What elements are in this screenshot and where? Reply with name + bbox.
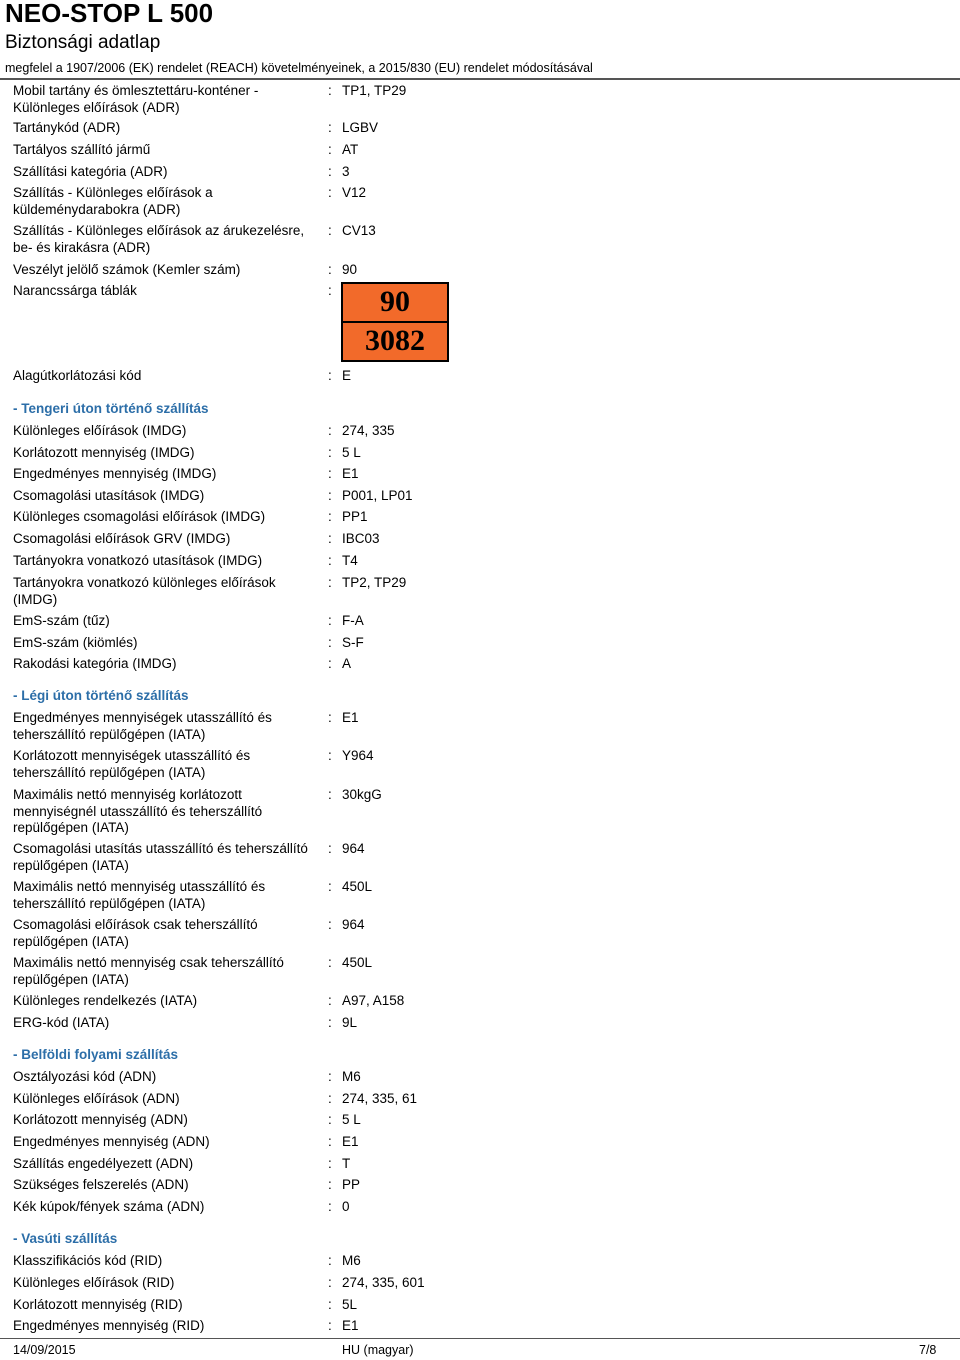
field-label: Csomagolási előírások csak teherszállító repülőgépen (IATA) <box>13 917 258 949</box>
field-separator: : <box>328 1134 332 1149</box>
field-separator: : <box>328 1091 332 1106</box>
field-label: Szállítási kategória (ADR) <box>13 164 168 179</box>
field-label: Csomagolási utasítások (IMDG) <box>13 488 205 503</box>
field-value: 5L <box>342 1297 358 1312</box>
footer-divider <box>0 1338 960 1339</box>
field-separator: : <box>328 748 332 763</box>
field-label: Csomagolási előírások GRV (IMDG) <box>13 531 231 546</box>
field-separator: : <box>328 1112 332 1127</box>
field-value: 964 <box>342 917 365 932</box>
field-value: 90 <box>342 262 358 277</box>
field-label: Különleges előírások (IMDG) <box>13 423 187 438</box>
field-label: Korlátozott mennyiség (ADN) <box>13 1112 188 1127</box>
field-separator: : <box>328 1069 332 1084</box>
field-value: 30kgG <box>342 787 382 802</box>
field-separator: : <box>328 917 332 932</box>
field-label: Rakodási kategória (IMDG) <box>13 656 177 671</box>
field-value: TP1, TP29 <box>342 83 407 98</box>
field-value: E <box>342 368 352 383</box>
document-header <box>5 0 593 76</box>
field-value: S-F <box>342 635 364 650</box>
field-label: Szállítás - Különleges előírások az árukezelésre, be- és kirakásra (ADR) <box>13 223 305 255</box>
field-label: Korlátozott mennyiségek utasszállító és teherszállító repülőgépen (IATA) <box>13 748 251 780</box>
header-divider <box>0 78 960 80</box>
field-separator: : <box>328 1297 332 1312</box>
field-label: Maximális nettó mennyiség utasszállító és teherszállító repülőgépen (IATA) <box>13 879 266 911</box>
field-label: Szállítás - Különleges előírások a küldeménydarabokra (ADR) <box>13 185 213 217</box>
field-separator: : <box>328 1015 332 1030</box>
field-value: A <box>342 656 352 671</box>
field-label: Engedményes mennyiségek utasszállító és teherszállító repülőgépen (IATA) <box>13 710 272 742</box>
footer-language: HU (magyar) <box>342 1343 414 1357</box>
field-value: LGBV <box>342 120 379 135</box>
field-separator: : <box>328 553 332 568</box>
field-value: P001, LP01 <box>342 488 413 503</box>
field-separator: : <box>328 1275 332 1290</box>
hazard-number: 90 <box>380 285 410 318</box>
field-label: Osztályozási kód (ADN) <box>13 1069 157 1084</box>
field-separator: : <box>328 575 332 590</box>
field-label: Mobil tartány és ömlesztettáru-konténer - Különleges előírások (ADR) <box>13 83 259 115</box>
footer-page-number: 7/8 <box>919 1343 937 1357</box>
field-label: Tartányokra vonatkozó különleges előírások (IMDG) <box>13 575 276 607</box>
field-value: CV13 <box>342 223 376 238</box>
field-label: Különleges előírások (RID) <box>13 1275 175 1290</box>
field-value: 0 <box>342 1199 350 1214</box>
field-separator: : <box>328 445 332 460</box>
field-label: Különleges előírások (ADN) <box>13 1091 180 1106</box>
field-label: Szállítás engedélyezett (ADN) <box>13 1156 194 1171</box>
field-separator: : <box>328 635 332 650</box>
field-label: EmS-szám (tűz) <box>13 613 110 628</box>
field-separator: : <box>328 531 332 546</box>
product-title: NEO-STOP L 500 <box>5 0 214 28</box>
field-value: TP2, TP29 <box>342 575 407 590</box>
field-separator: : <box>328 223 332 238</box>
orange-hazard-plate <box>341 282 449 362</box>
field-label: Klasszifikációs kód (RID) <box>13 1253 163 1268</box>
field-label: Engedményes mennyiség (ADN) <box>13 1134 210 1149</box>
field-separator: : <box>328 1318 332 1333</box>
field-value: M6 <box>342 1069 361 1084</box>
field-separator: : <box>328 509 332 524</box>
field-separator: : <box>328 656 332 671</box>
field-separator: : <box>328 993 332 1008</box>
field-separator: : <box>328 1199 332 1214</box>
field-value: 5 L <box>342 445 361 460</box>
regulation-line: megfelel a 1907/2006 (EK) rendelet (REACH) követelményeinek, a 2015/830 (EU) rendelet módosításával <box>5 61 593 75</box>
field-label: Szükséges felszerelés (ADN) <box>13 1177 189 1192</box>
field-value: T <box>342 1156 351 1171</box>
field-separator: : <box>328 1177 332 1192</box>
field-value: T4 <box>342 553 358 568</box>
field-value: IBC03 <box>342 531 380 546</box>
field-label: Tartályos szállító jármű <box>13 142 151 157</box>
field-separator: : <box>328 142 332 157</box>
field-label: Alagútkorlátozási kód <box>13 368 142 383</box>
footer-date: 14/09/2015 <box>13 1343 76 1357</box>
field-label: Maximális nettó mennyiség korlátozott mennyiségnél utasszállító és teherszállító repülőgépen (IATA) <box>13 787 263 835</box>
field-value: 964 <box>342 841 365 856</box>
field-value: PP <box>342 1177 361 1192</box>
field-value: F-A <box>342 613 364 628</box>
field-label: Narancssárga táblák <box>13 283 137 298</box>
field-separator: : <box>328 262 332 277</box>
field-value: E1 <box>342 1134 359 1149</box>
field-value: 274, 335 <box>342 423 395 438</box>
field-separator: : <box>328 423 332 438</box>
field-separator: : <box>328 787 332 802</box>
field-value: PP1 <box>342 509 368 524</box>
field-value: 274, 335, 601 <box>342 1275 425 1290</box>
field-separator: : <box>328 1253 332 1268</box>
field-label: Különleges csomagolási előírások (IMDG) <box>13 509 266 524</box>
field-value: E1 <box>342 466 359 481</box>
field-separator: : <box>328 185 332 200</box>
field-value: E1 <box>342 1318 359 1333</box>
section-heading-imdg: - Tengeri úton történő szállítás <box>13 401 209 416</box>
field-separator: : <box>328 488 332 503</box>
field-label: Veszélyt jelölő számok (Kemler szám) <box>13 262 241 277</box>
field-label: ERG-kód (IATA) <box>13 1015 110 1030</box>
field-value: E1 <box>342 710 359 725</box>
field-label: Engedményes mennyiség (IMDG) <box>13 466 217 481</box>
section-heading-iata: - Légi úton történő szállítás <box>13 688 189 703</box>
field-value: Y964 <box>342 748 374 763</box>
field-label: Tartánykód (ADR) <box>13 120 121 135</box>
field-label: Engedményes mennyiség (RID) <box>13 1318 205 1333</box>
field-separator: : <box>328 283 332 298</box>
field-separator: : <box>328 879 332 894</box>
section-heading-rid: - Vasúti szállítás <box>13 1231 118 1246</box>
field-value: 274, 335, 61 <box>342 1091 418 1106</box>
field-value: 5 L <box>342 1112 361 1127</box>
field-value: M6 <box>342 1253 361 1268</box>
field-value: V12 <box>342 185 367 200</box>
field-separator: : <box>328 83 332 98</box>
field-separator: : <box>328 120 332 135</box>
field-label: Korlátozott mennyiség (RID) <box>13 1297 183 1312</box>
field-value: A97, A158 <box>342 993 405 1008</box>
field-label: Maximális nettó mennyiség csak teherszállító repülőgépen (IATA) <box>13 955 284 987</box>
field-value: 3 <box>342 164 350 179</box>
field-value: 9L <box>342 1015 358 1030</box>
field-value: 450L <box>342 879 373 894</box>
section-heading-adn: - Belföldi folyami szállítás <box>13 1047 179 1062</box>
field-separator: : <box>328 710 332 725</box>
field-separator: : <box>328 955 332 970</box>
document-subtitle: Biztonsági adatlap <box>5 32 161 53</box>
field-label: Tartányokra vonatkozó utasítások (IMDG) <box>13 553 263 568</box>
field-label: EmS-szám (kiömlés) <box>13 635 138 650</box>
field-separator: : <box>328 466 332 481</box>
field-separator: : <box>328 841 332 856</box>
field-separator: : <box>328 164 332 179</box>
field-label: Korlátozott mennyiség (IMDG) <box>13 445 195 460</box>
field-label: Kék kúpok/fények száma (ADN) <box>13 1199 205 1214</box>
un-number: 3082 <box>365 324 425 357</box>
field-label: Különleges rendelkezés (IATA) <box>13 993 198 1008</box>
field-separator: : <box>328 1156 332 1171</box>
field-label: Csomagolási utasítás utasszállító és teherszállító repülőgépen (IATA) <box>13 841 308 873</box>
field-separator: : <box>328 368 332 383</box>
field-value: 450L <box>342 955 373 970</box>
field-separator: : <box>328 613 332 628</box>
field-value: AT <box>342 142 359 157</box>
